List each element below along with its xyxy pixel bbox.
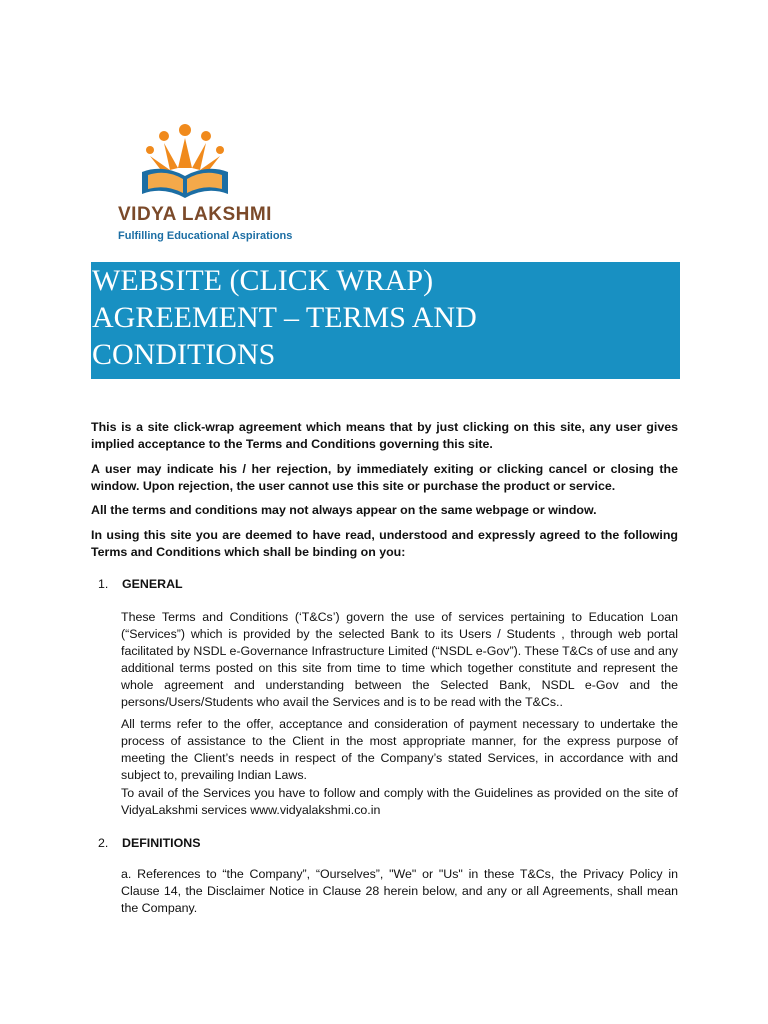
general-paragraph-3: To avail of the Services you have to follow and comply with the Guidelines as provided on the site of VidyaLakshmi services www.vidyalakshmi.co.in xyxy=(121,786,678,817)
intro-paragraph-3: All the terms and conditions may not always appear on the same webpage or window. xyxy=(91,503,597,517)
logo-emblem-icon xyxy=(130,120,240,202)
general-paragraph-1: These Terms and Conditions (‘T&Cs’) govern the use of services pertaining to Education Loan (“Services”) which is provided by the selected Bank to its Users / Students , through web portal facilitated by NSDL e-Governance Infrastructure Limited (“NSDL e-Gov”). These T&Cs of use and any additional terms posted on this site from time to time which together constitute and represent the whole agreement and understanding between the Selected Bank, NSDL e-Gov and the persons/Users/Students who avail the Services and is to be read with the T&Cs.. xyxy=(121,610,678,709)
title-line-3: CONDITIONS xyxy=(92,338,276,371)
title-line-2: AGREEMENT – TERMS AND xyxy=(92,301,477,334)
title-line-1: WEBSITE (CLICK WRAP) xyxy=(92,264,434,297)
section-heading-general xyxy=(98,576,183,593)
section-number: 1. xyxy=(98,577,109,591)
intro-paragraph-2: A user may indicate his / her rejection, by immediately exiting or clicking cancel or closing the window. Upon rejection, the user cannot use this site or purchase the product or service. xyxy=(91,462,678,493)
definitions-paragraph-a: a. References to “the Company”, “Ourselves”, "We" or "Us" in these T&Cs, the Privacy Policy in Clause 14, the Disclaimer Notice in Clause 28 herein below, and any or all Agreements, shall mean the Company. xyxy=(121,867,678,915)
intro-paragraph-4: In using this site you are deemed to have read, understood and expressly agreed to the following Terms and Conditions which shall be binding on you: xyxy=(91,528,678,559)
section-title: GENERAL xyxy=(122,577,183,591)
logo-tagline: Fulfilling Educational Aspirations xyxy=(118,230,293,242)
logo-name: VIDYA LAKSHMI xyxy=(118,204,272,225)
section-heading-definitions xyxy=(98,835,200,852)
intro-paragraph-1: This is a site click-wrap agreement which means that by just clicking on this site, any user gives implied acceptance to the Terms and Conditions governing this site. xyxy=(91,420,678,451)
section-number: 2. xyxy=(98,836,109,850)
section-title: DEFINITIONS xyxy=(122,836,201,850)
page-title xyxy=(92,262,672,373)
general-paragraph-2: All terms refer to the offer, acceptance and consideration of payment necessary to undertake the process of assistance to the Client in the most appropriate manner, for the express purpose of meeting the Client’s needs in respect of the Company’s stated Services, in accordance with and subject to, prevailing Indian Laws. xyxy=(121,717,678,782)
vidya-lakshmi-logo xyxy=(118,120,293,248)
